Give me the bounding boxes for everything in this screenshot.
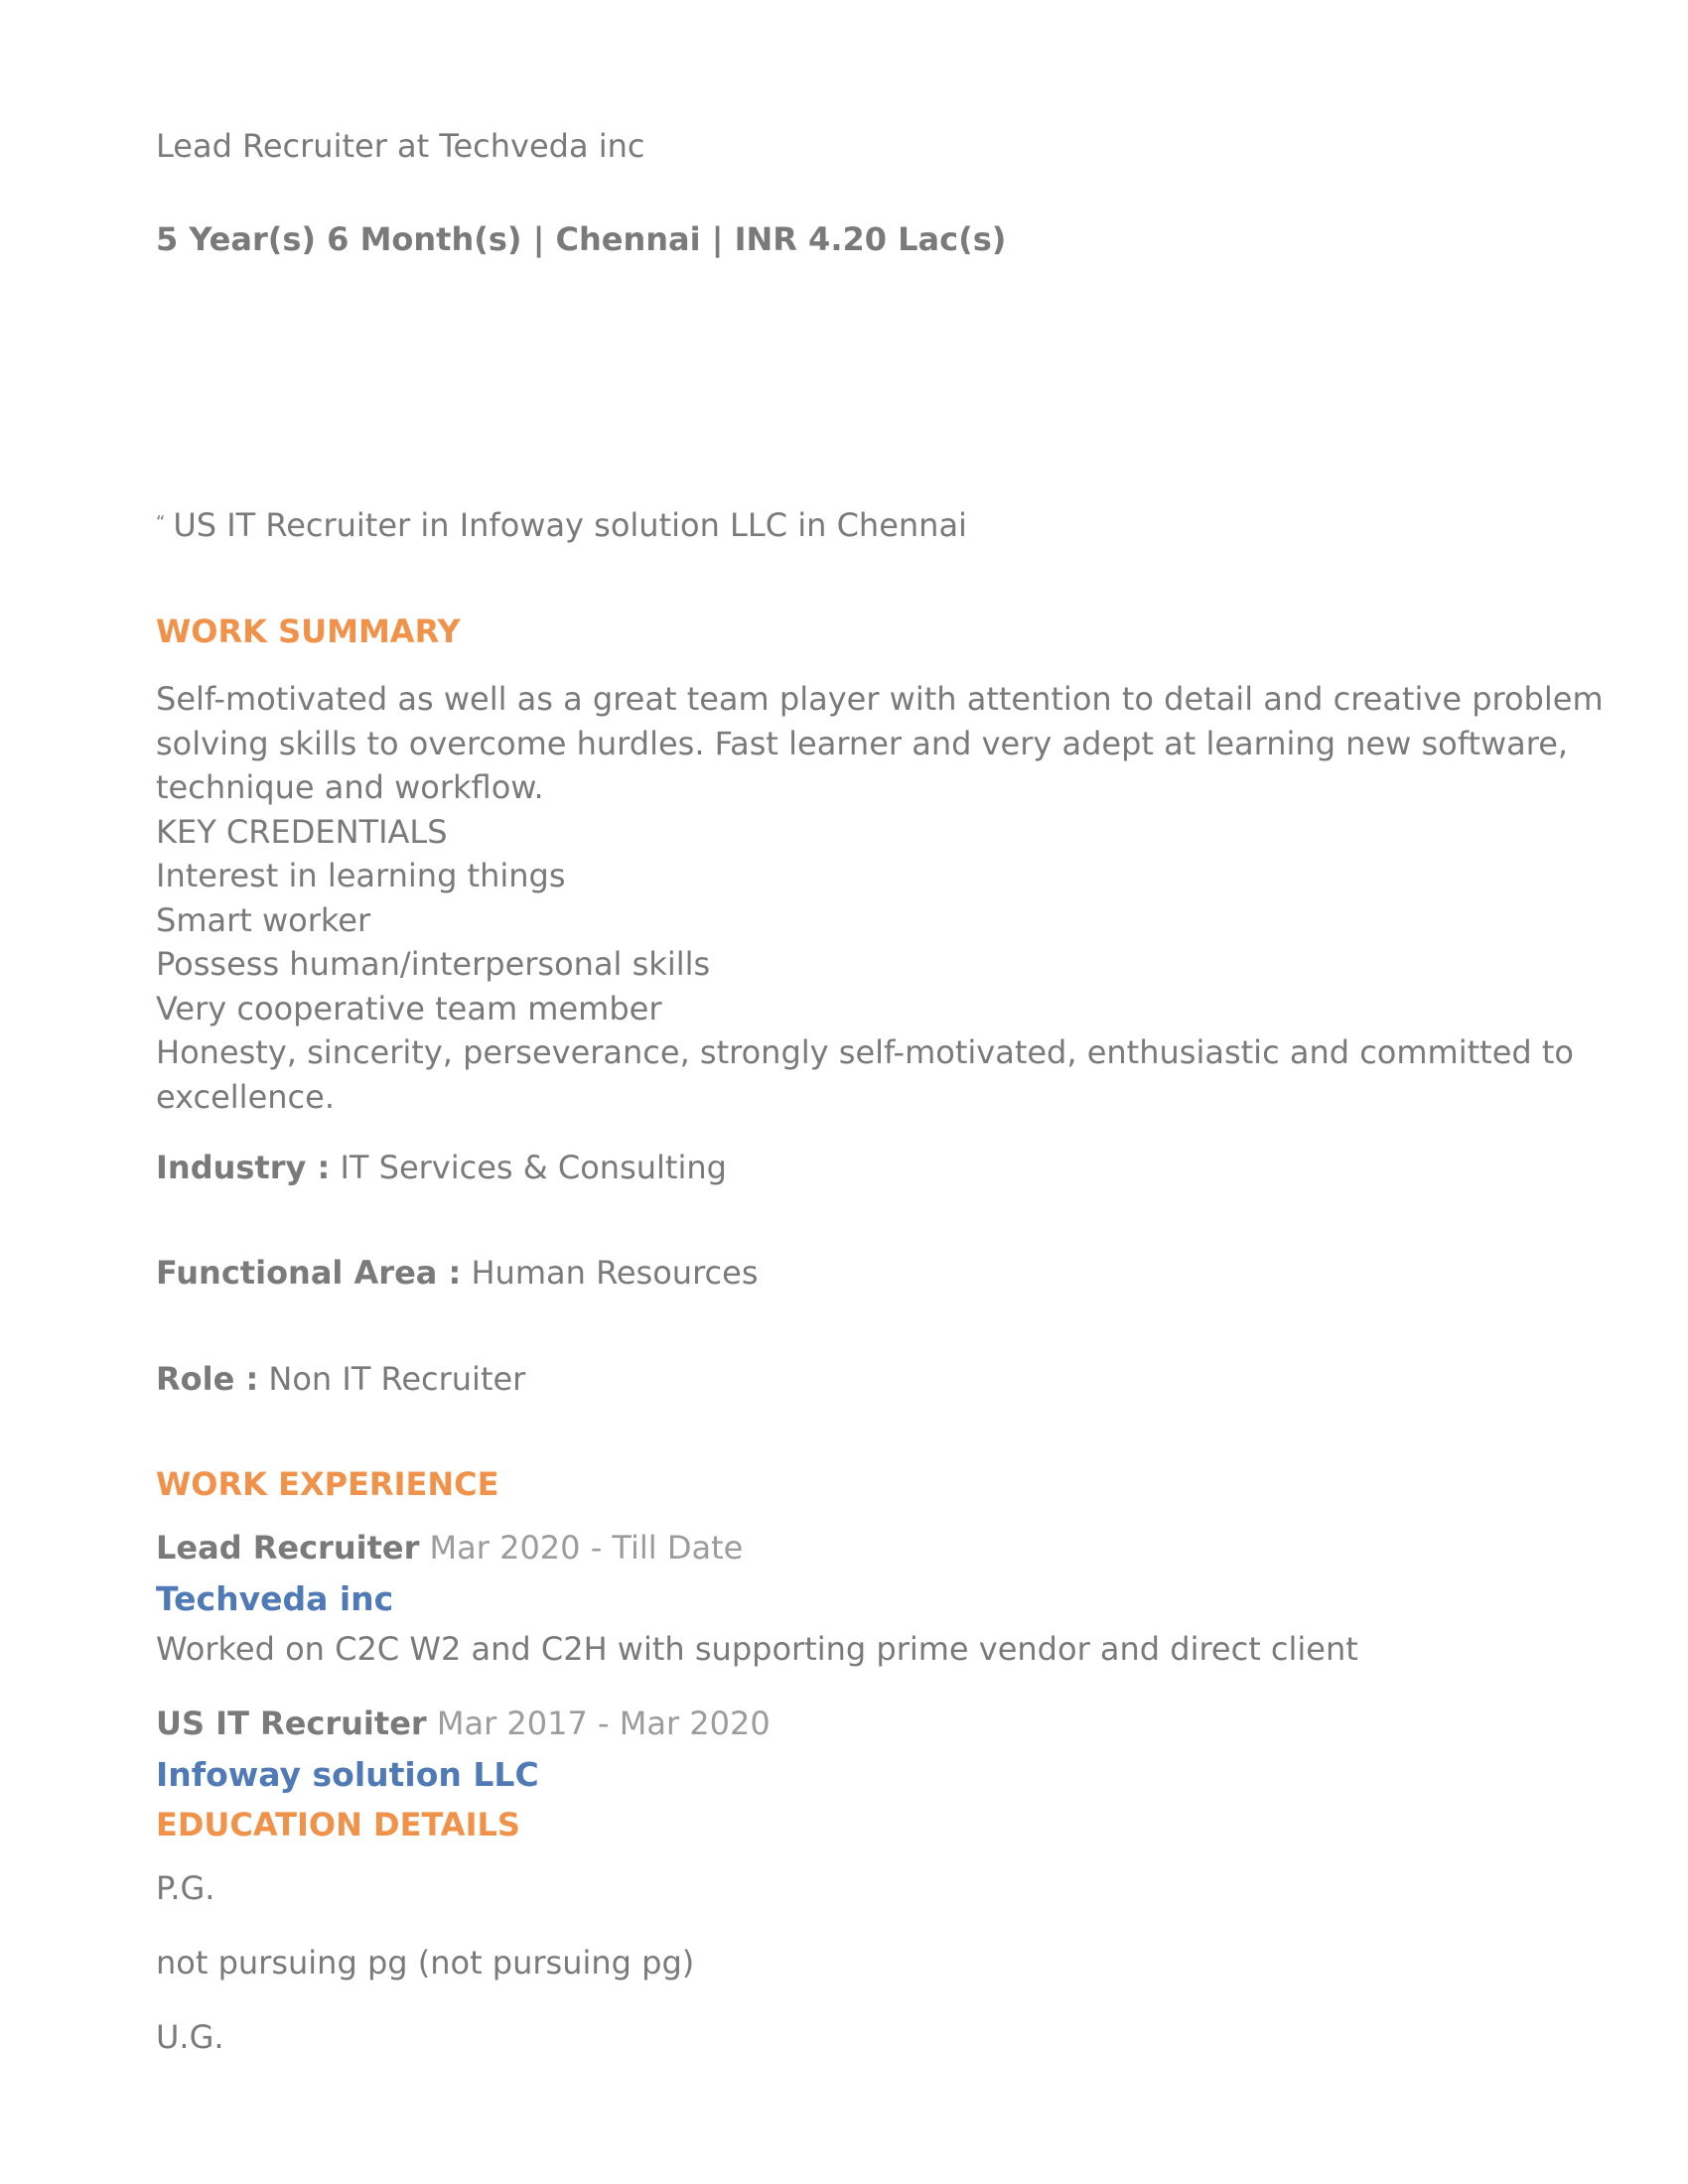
company-name: Techveda inc <box>156 1579 394 1618</box>
role-value: Non IT Recruiter <box>268 1360 526 1398</box>
pg-label: P.G. <box>156 1869 215 1907</box>
industry-label: Industry : <box>156 1149 331 1186</box>
job-dates: Mar 2017 - Mar 2020 <box>436 1705 771 1742</box>
job-title-row <box>156 1529 743 1567</box>
credential-item: Very cooperative team member <box>156 989 662 1027</box>
job-description: Worked on C2C W2 and C2H with supporting prime vendor and direct client <box>156 1630 1358 1668</box>
quote-mark: “ <box>156 512 166 533</box>
credential-item: Honesty, sincerity, perseverance, strongly self-motivated, enthusiastic and committed to excellence. <box>156 1033 1574 1116</box>
functional-area-value: Human Resources <box>471 1254 759 1292</box>
industry-row <box>156 1149 727 1186</box>
job-dates: Mar 2020 - Till Date <box>429 1529 744 1567</box>
company-name: Infoway solution LLC <box>156 1755 539 1794</box>
industry-value: IT Services & Consulting <box>340 1149 727 1186</box>
credential-item: Possess human/interpersonal skills <box>156 945 711 983</box>
profile-quote <box>156 506 967 544</box>
education-heading: EDUCATION DETAILS <box>156 1806 520 1843</box>
job-title: US IT Recruiter <box>156 1705 427 1742</box>
key-credentials-heading: KEY CREDENTIALS <box>156 812 448 851</box>
credential-item: Interest in learning things <box>156 857 566 894</box>
work-summary-body <box>156 677 1606 1119</box>
work-experience-heading: WORK EXPERIENCE <box>156 1465 499 1503</box>
work-summary-paragraph: Self-motivated as well as a great team player with attention to detail and creative problem solving skills to overcome hurdles. Fast learner and very adept at learning new software, technique and workflow. <box>156 680 1604 806</box>
headline: Lead Recruiter at Techveda inc <box>156 127 645 165</box>
experience-location-salary: 5 Year(s) 6 Month(s) | Chennai | INR 4.20 Lac(s) <box>156 220 1007 258</box>
work-summary-heading: WORK SUMMARY <box>156 613 461 650</box>
quote-text: US IT Recruiter in Infoway solution LLC in Chennai <box>173 506 967 544</box>
functional-area-label: Functional Area : <box>156 1254 462 1292</box>
role-row <box>156 1360 525 1398</box>
ug-label: U.G. <box>156 2018 224 2056</box>
job-title-row <box>156 1705 771 1742</box>
functional-area-row <box>156 1254 758 1292</box>
job-title: Lead Recruiter <box>156 1529 420 1567</box>
role-label: Role : <box>156 1360 259 1398</box>
credential-item: Smart worker <box>156 900 371 939</box>
pg-value: not pursuing pg (not pursuing pg) <box>156 1944 695 1981</box>
